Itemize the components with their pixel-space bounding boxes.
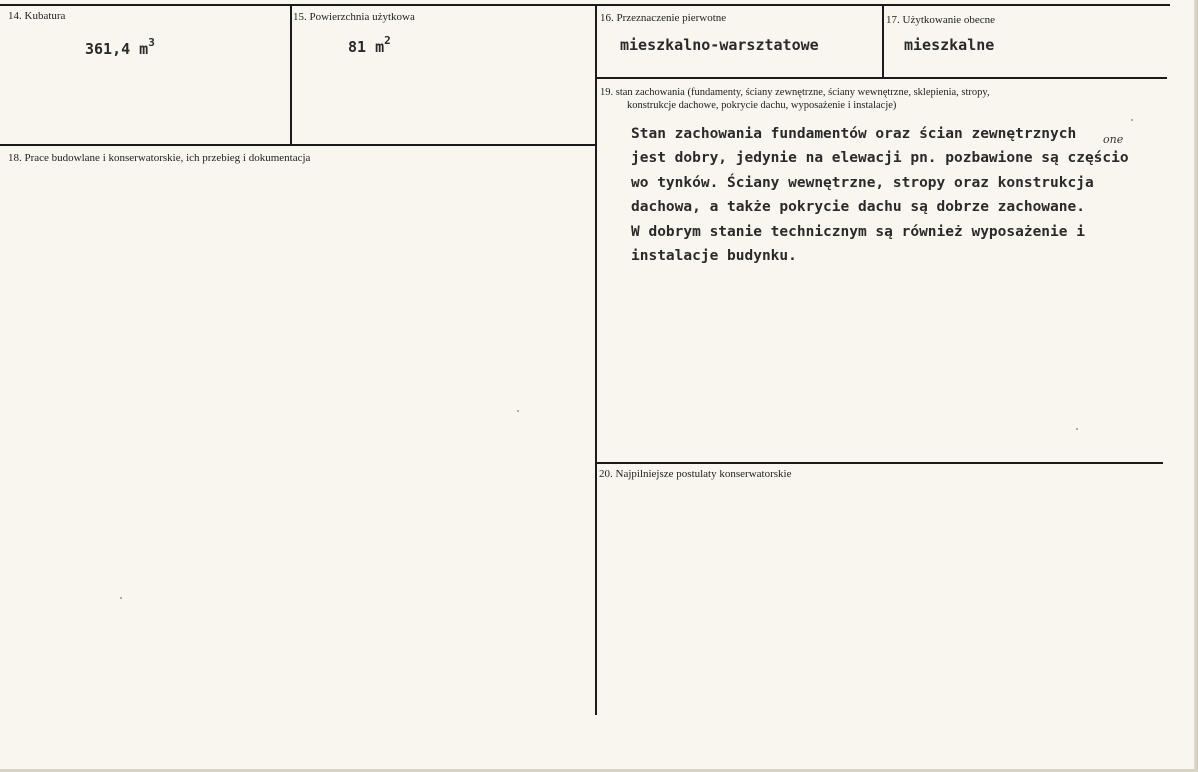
paper-speck [1076, 428, 1078, 430]
value-kubatura-number: 361,4 m [85, 40, 149, 58]
divider-19-20 [597, 462, 1163, 464]
card-edge-right [1194, 0, 1198, 772]
divider-16-17-bottom [597, 77, 1167, 79]
paper-speck [1131, 119, 1133, 121]
handwritten-insert: one [1103, 133, 1124, 146]
top-border-line [0, 4, 1170, 6]
label-uzytkowanie: 17. Użytkowanie obecne [886, 14, 996, 26]
value-uzytkowanie: mieszkalne [904, 36, 995, 54]
stan-zachowania-line: jest dobry, jedynie na elewacji pn. pozbawione są częścio [631, 150, 1129, 167]
value-kubatura-exponent: 3 [148, 36, 155, 49]
stan-zachowania-line: dachowa, a także pokrycie dachu są dobrze zachowane. [631, 199, 1085, 216]
value-powierzchnia-exponent: 2 [384, 34, 391, 47]
label-stan-zachowania-line2: konstrukcje dachowe, pokrycie dachu, wyposażenie i instalacje) [627, 100, 897, 111]
value-powierzchnia-number: 81 m [348, 38, 385, 56]
value-powierzchnia [348, 34, 391, 56]
label-kubatura: 14. Kubatura [8, 10, 66, 22]
value-przeznaczenie: mieszkalno-warsztatowe [620, 36, 819, 54]
label-postulaty: 20. Najpilniejsze postulaty konserwatorskie [599, 468, 792, 480]
divider-16-17 [882, 5, 884, 77]
stan-zachowania-line: Stan zachowania fundamentów oraz ścian zewnętrznych [631, 126, 1077, 142]
label-stan-zachowania-line1: 19. stan zachowania (fundamenty, ściany zewnętrzne, ściany wewnętrzne, sklepienia, stropy, [600, 87, 990, 98]
value-kubatura [85, 36, 155, 58]
divider-15-16 [595, 5, 597, 715]
stan-zachowania-line: W dobrym stanie technicznym są również wyposażenie i [631, 223, 1085, 240]
label-powierzchnia: 15. Powierzchnia użytkowa [293, 11, 415, 23]
stan-zachowania-line: instalacje budynku. [631, 248, 797, 265]
paper-speck [120, 597, 122, 599]
stan-zachowania-text [631, 122, 1191, 268]
paper-speck [517, 410, 519, 412]
divider-top-left-row [0, 144, 597, 146]
label-przeznaczenie: 16. Przeznaczenie pierwotne [600, 12, 727, 24]
stan-zachowania-line: wo tynków. Ściany wewnętrzne, stropy oraz konstrukcja [631, 174, 1094, 191]
label-prace-budowlane: 18. Prace budowlane i konserwatorskie, ich przebieg i dokumentacja [8, 152, 311, 164]
divider-14-15 [290, 5, 292, 145]
